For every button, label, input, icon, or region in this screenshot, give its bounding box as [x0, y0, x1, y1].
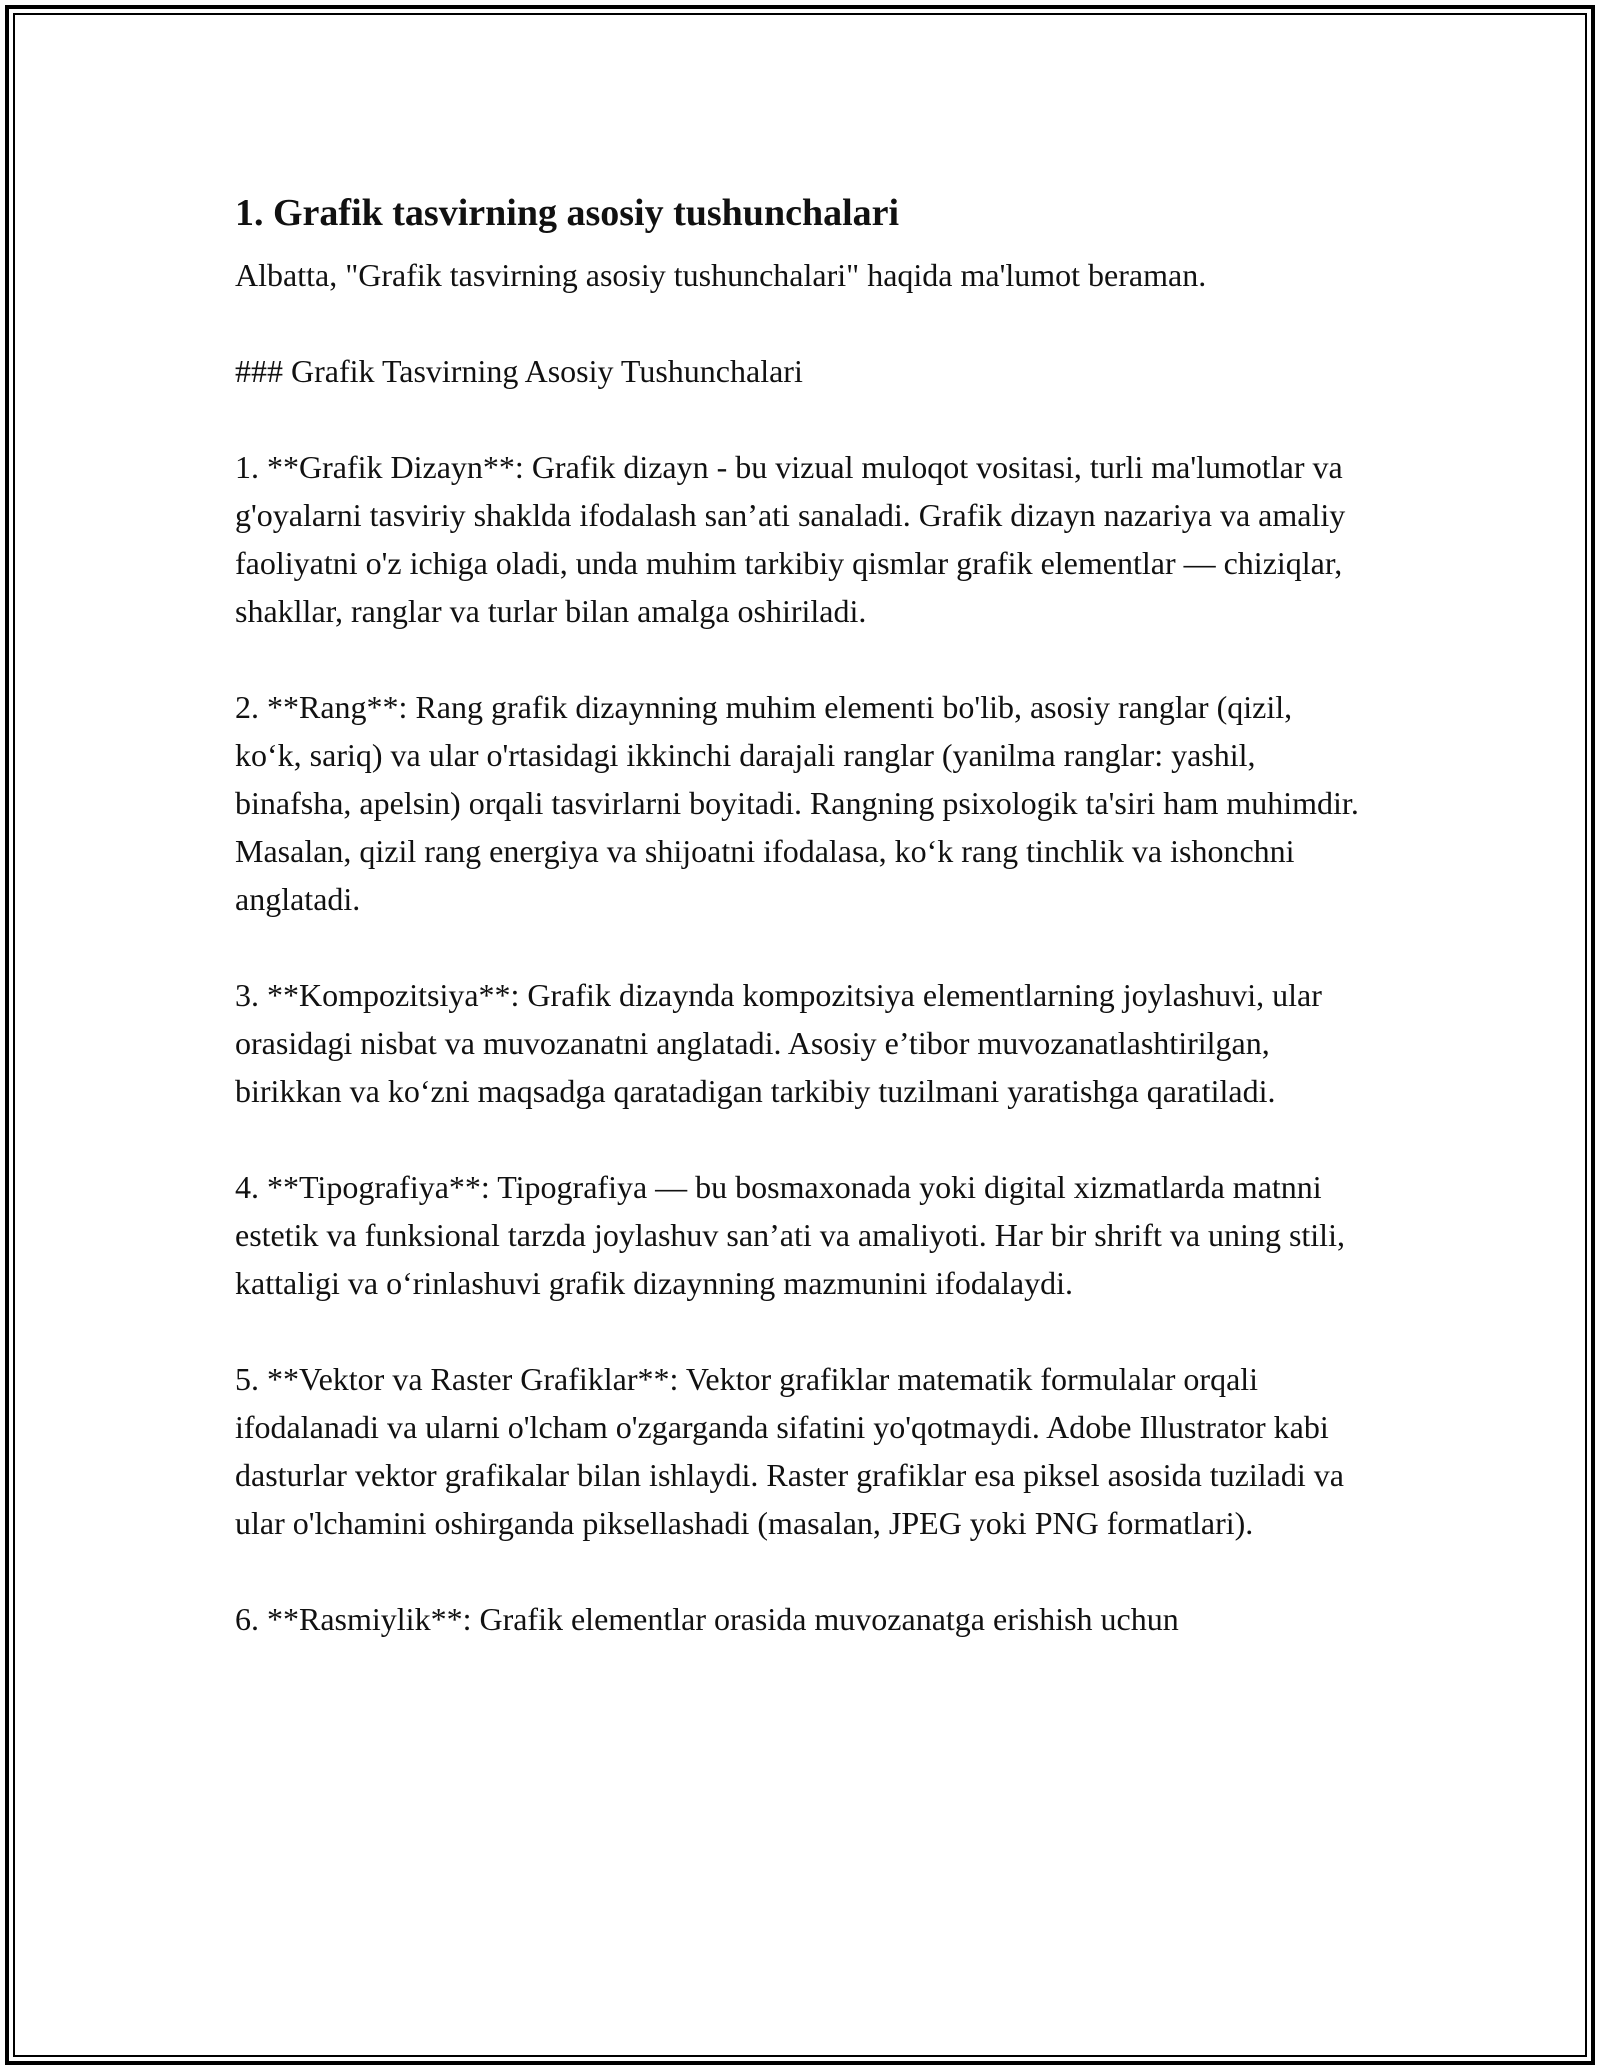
paragraph-intro: Albatta, "Grafik tasvirning asosiy tushunchalari" haqida ma'lumot beraman.	[235, 257, 1207, 293]
paragraph-kompozitsiya: 3. **Kompozitsiya**: Grafik dizaynda kompozitsiya elementlarning joylashuvi, ular orasidagi nisbat va muvozanatni anglatadi. Asosiy e’tibor muvozanatlashtirilgan, birikkan va koʻzni maqsadga qaratadigan tarkibiy tuzilmani yaratishga qaratiladi.	[235, 977, 1322, 1109]
document-title: 1. Grafik tasvirning asosiy tushunchalari	[235, 192, 900, 234]
paragraph-grafik-dizayn: 1. **Grafik Dizayn**: Grafik dizayn - bu vizual muloqot vositasi, turli ma'lumotlar va g'oyalarni tasviriy shaklda ifodalash san’ati sanaladi. Grafik dizayn nazariya va amaliy faoliyatni o'z ichiga oladi, unda muhim tarkibiy qismlar grafik elementlar — chiziqlar, shakllar, ranglar va turlar bilan amalga oshiriladi.	[235, 449, 1346, 629]
document-body	[235, 185, 1365, 1643]
paragraph-rang: 2. **Rang**: Rang grafik dizaynning muhim elementi bo'lib, asosiy ranglar (qizil, koʻk, sariq) va ular o'rtasidagi ikkinchi darajali ranglar (yanilma ranglar: yashil, binafsha, apelsin) orqali tasvirlarni boyitadi. Rangning psixologik ta'siri ham muhimdir. Masalan, qizil rang energiya va shijoatni ifodalasa, koʻk rang tinchlik va ishonchni anglatadi.	[235, 689, 1359, 917]
paragraph-tipografiya: 4. **Tipografiya**: Tipografiya — bu bosmaxonada yoki digital xizmatlarda matnni estetik va funksional tarzda joylashuv san’ati va amaliyoti. Har bir shrift va uning stili, kattaligi va oʻrinlashuvi grafik dizaynning mazmunini ifodalaydi.	[235, 1169, 1345, 1301]
paragraph-subheading: ### Grafik Tasvirning Asosiy Tushunchalari	[235, 353, 803, 389]
paragraph-vektor-raster: 5. **Vektor va Raster Grafiklar**: Vektor grafiklar matematik formulalar orqali ifodalanadi va ularni o'lcham o'zgarganda sifatini yo'qotmaydi. Adobe Illustrator kabi dasturlar vektor grafikalar bilan ishlaydi. Raster grafiklar esa piksel asosida tuziladi va ular o'lchamini oshirganda piksellashadi (masalan, JPEG yoki PNG formatlari).	[235, 1361, 1344, 1541]
paragraph-rasmiylik: 6. **Rasmiylik**: Grafik elementlar orasida muvozanatga erishish uchun	[235, 1601, 1179, 1637]
